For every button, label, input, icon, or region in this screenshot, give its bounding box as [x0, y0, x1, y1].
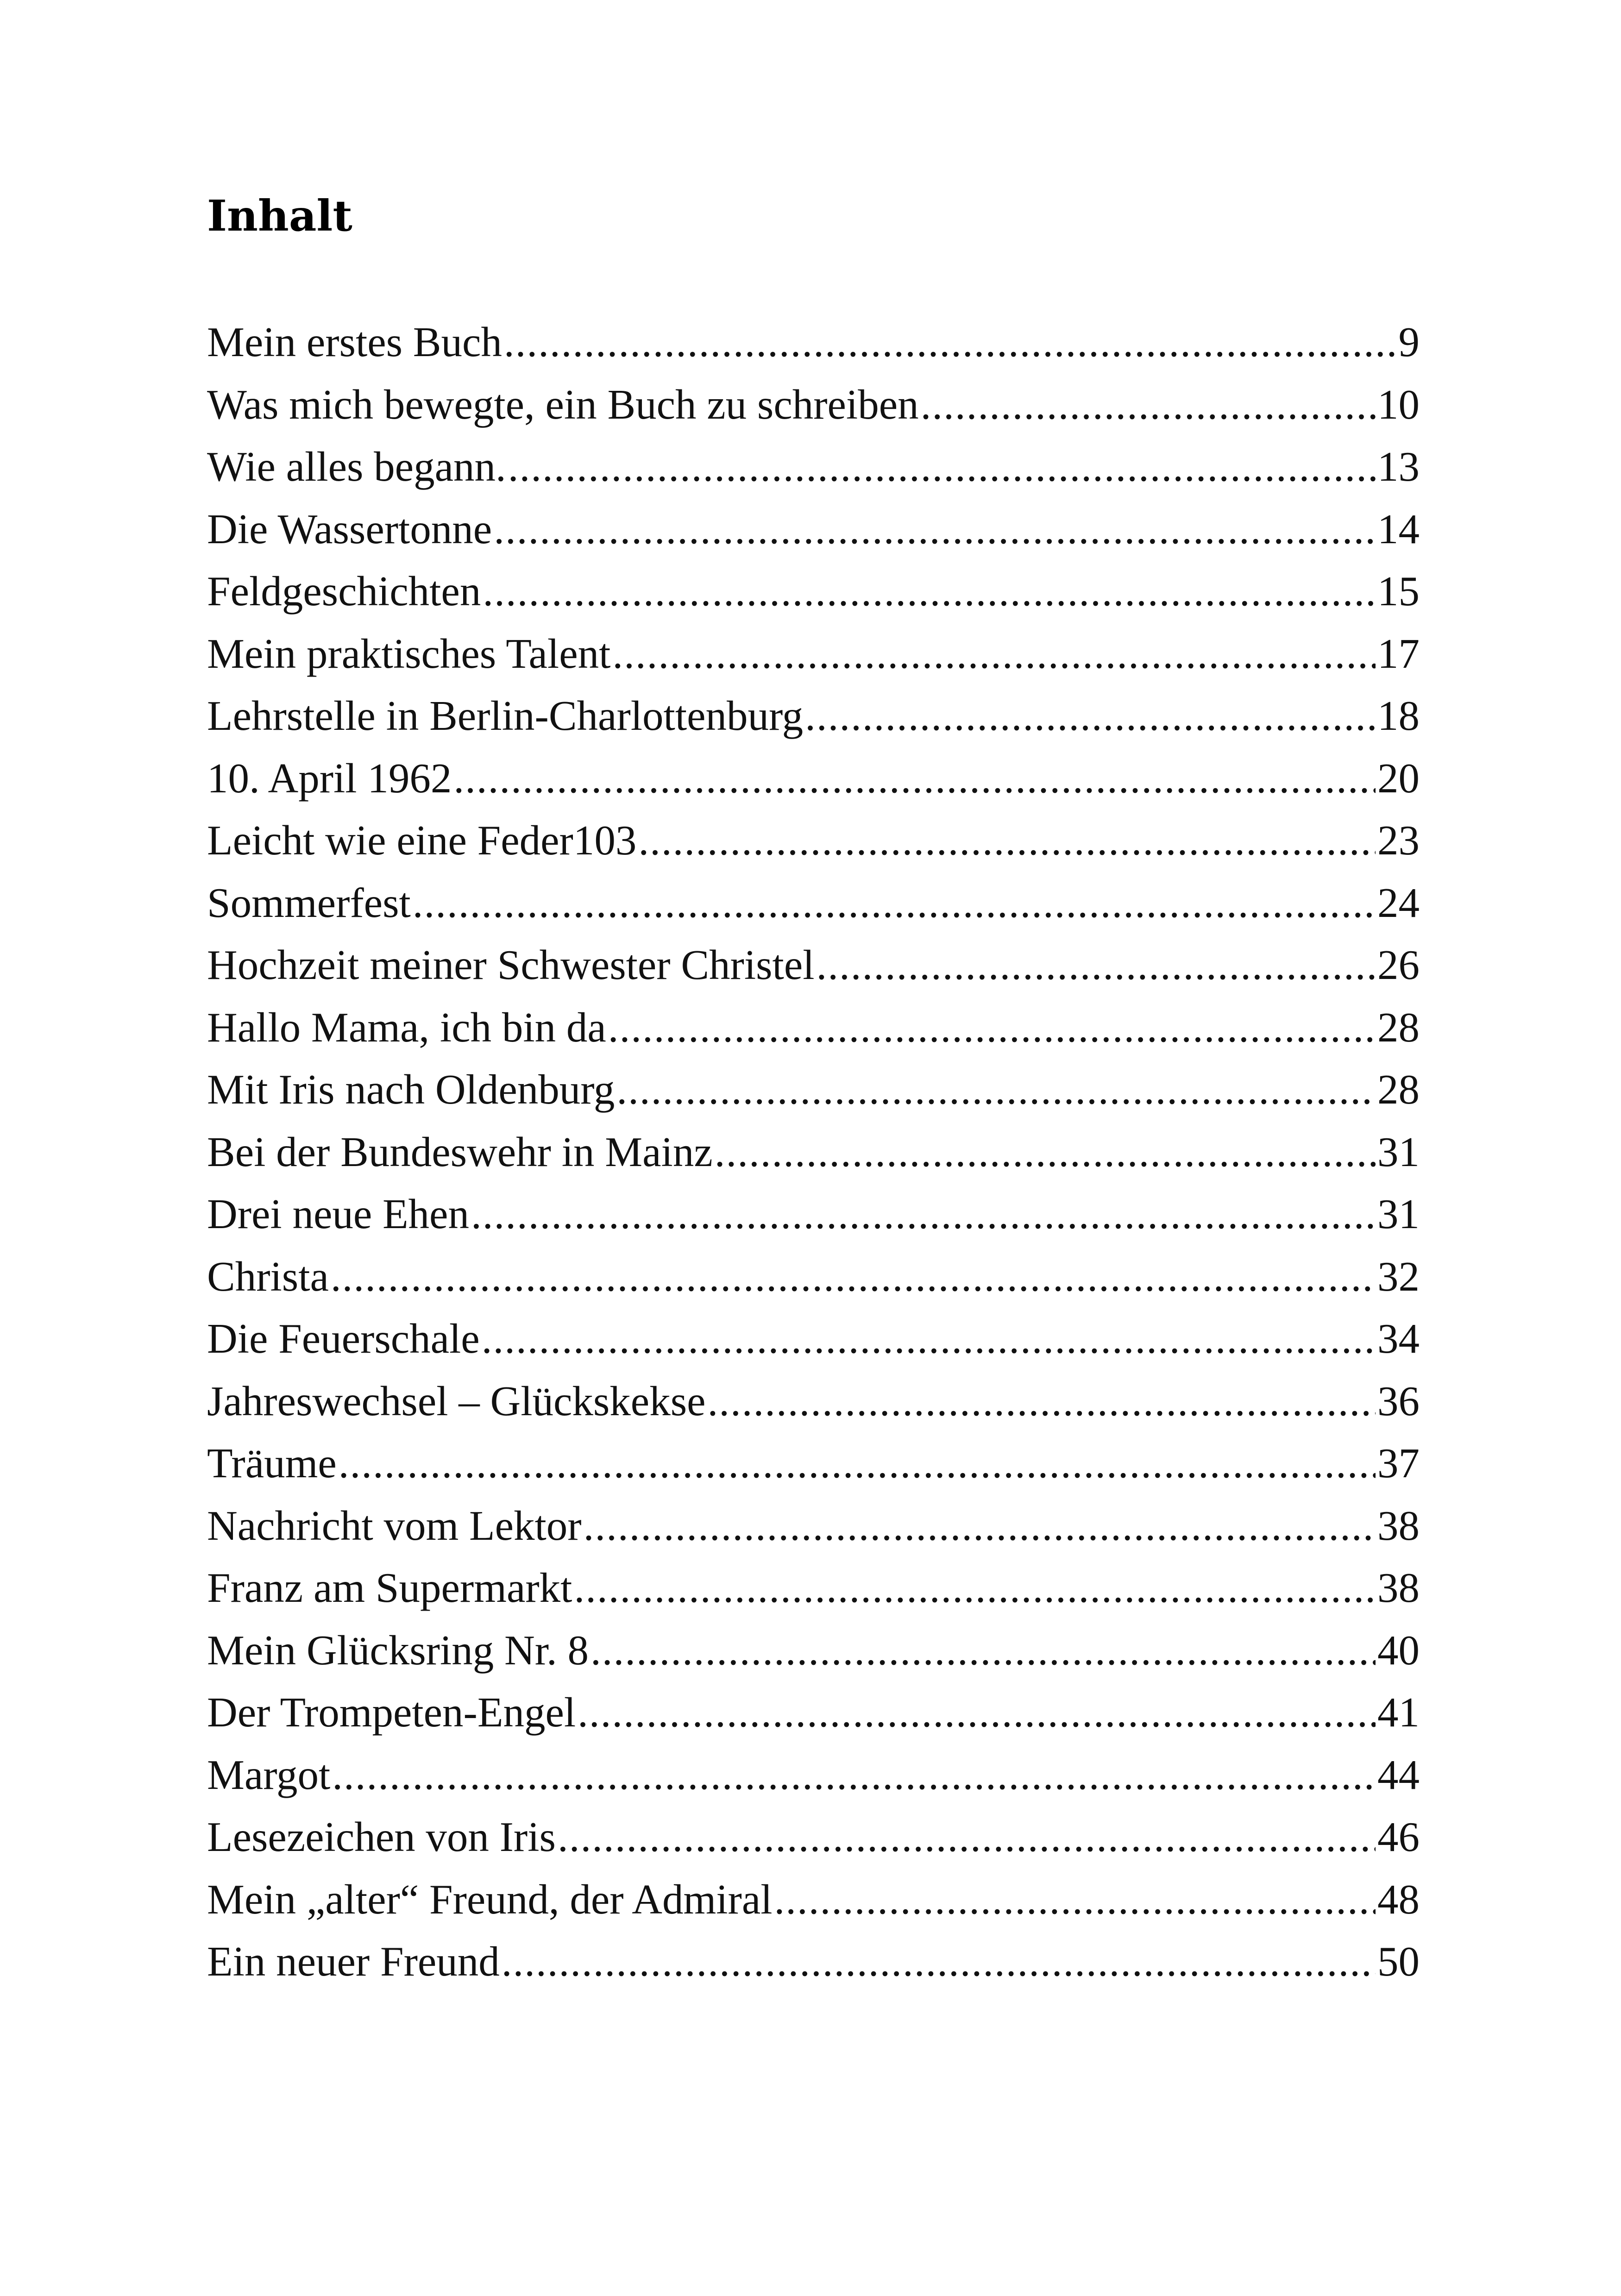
toc-entry-title: Hallo Mama, ich bin da	[207, 1004, 606, 1051]
toc-entry	[207, 1059, 1420, 1121]
toc-entry	[207, 747, 1420, 810]
toc-entry-page: 10	[1377, 381, 1420, 428]
toc-entry-title: Lesezeichen von Iris	[207, 1813, 556, 1860]
toc-dot-leader	[453, 747, 1376, 810]
toc-entry-page: 13	[1377, 443, 1420, 490]
toc-entry-page: 28	[1377, 1004, 1420, 1051]
toc-dot-leader	[574, 1557, 1376, 1619]
toc-entry-page: 31	[1377, 1191, 1420, 1237]
toc-entry-title: Die Wassertonne	[207, 505, 492, 552]
toc-dot-leader	[921, 374, 1376, 436]
toc-entry-title: Margot	[207, 1751, 331, 1798]
toc-entry-page: 18	[1377, 692, 1420, 739]
toc-entry	[207, 436, 1420, 498]
toc-entry	[207, 1495, 1420, 1557]
toc-dot-leader	[715, 1121, 1376, 1184]
toc-entry-title: Bei der Bundeswehr in Mainz	[207, 1128, 713, 1175]
toc-dot-leader	[471, 1183, 1376, 1246]
toc-dot-leader	[817, 934, 1376, 997]
toc-entry-title: Drei neue Ehen	[207, 1191, 469, 1237]
toc-entry	[207, 1121, 1420, 1184]
toc-entry-title: Mit Iris nach Oldenburg	[207, 1066, 615, 1113]
toc-entry-page: 9	[1398, 319, 1420, 365]
toc-dot-leader	[482, 1308, 1376, 1370]
toc-entry-page: 48	[1377, 1876, 1420, 1923]
toc-entry	[207, 809, 1420, 872]
toc-entry-title: Ein neuer Freund	[207, 1938, 500, 1985]
toc-entry-page: 32	[1377, 1253, 1420, 1300]
toc-dot-leader	[413, 872, 1376, 935]
toc-dot-leader	[638, 809, 1376, 872]
toc-entry	[207, 1308, 1420, 1370]
toc-entry-page: 14	[1377, 505, 1420, 552]
toc-entry	[207, 997, 1420, 1059]
toc-entry	[207, 1183, 1420, 1246]
toc-entry-title: Träume	[207, 1440, 337, 1487]
toc-entry-page: 38	[1377, 1502, 1420, 1549]
toc-dot-leader	[608, 997, 1376, 1059]
toc-dot-leader	[331, 1246, 1376, 1308]
toc-entry	[207, 1246, 1420, 1308]
toc-dot-leader	[504, 311, 1397, 374]
toc-entry	[207, 1744, 1420, 1807]
toc-entry-page: 36	[1377, 1377, 1420, 1424]
toc-dot-leader	[591, 1619, 1376, 1682]
toc-entry-page: 34	[1377, 1315, 1420, 1362]
toc-entry-page: 23	[1377, 817, 1420, 864]
toc-entry-title: Christa	[207, 1253, 329, 1300]
toc-entry	[207, 1806, 1420, 1869]
toc-entry-title: Feldgeschichten	[207, 568, 481, 615]
toc-entry-title: Was mich bewegte, ein Buch zu schreiben	[207, 381, 919, 428]
toc-dot-leader	[332, 1744, 1376, 1807]
toc-entry-title: Leicht wie eine Feder103	[207, 817, 637, 864]
toc-dot-leader	[805, 685, 1376, 747]
toc-entry-title: Der Trompeten-Engel	[207, 1689, 576, 1736]
toc-dot-leader	[578, 1681, 1376, 1744]
toc-entry	[207, 560, 1420, 623]
toc-entry	[207, 374, 1420, 436]
toc-entry	[207, 1557, 1420, 1619]
toc-entry-title: Die Feuerschale	[207, 1315, 480, 1362]
toc-entry	[207, 1681, 1420, 1744]
toc-dot-leader	[708, 1370, 1376, 1433]
toc-dot-leader	[502, 1931, 1376, 1993]
toc-entry-page: 31	[1377, 1128, 1420, 1175]
toc-entry-title: Mein erstes Buch	[207, 319, 502, 365]
toc-entry	[207, 498, 1420, 561]
toc-entry-page: 15	[1377, 568, 1420, 615]
toc-dot-leader	[558, 1806, 1376, 1869]
page-title: Inhalt	[207, 191, 352, 241]
toc-entry-page: 20	[1377, 754, 1420, 802]
toc-entry-page: 38	[1377, 1564, 1420, 1611]
toc-entry-page: 24	[1377, 879, 1420, 926]
toc-dot-leader	[339, 1432, 1376, 1495]
toc-entry-page: 50	[1377, 1938, 1420, 1985]
toc-entry	[207, 872, 1420, 935]
toc-entry-title: Mein Glücksring Nr. 8	[207, 1626, 589, 1674]
toc-entry	[207, 1619, 1420, 1682]
toc-entry	[207, 1869, 1420, 1931]
toc-entry-page: 26	[1377, 941, 1420, 988]
toc-dot-leader	[508, 436, 1376, 498]
toc-dot-leader	[483, 560, 1376, 623]
toc-entry-title: Mein „alter“ Freund, der Admiral	[207, 1876, 773, 1923]
toc-entry-title: Lehrstelle in Berlin-Charlottenburg	[207, 692, 804, 739]
toc-entry-title: Nachricht vom Lektor	[207, 1502, 582, 1549]
toc-entry-page: 17	[1377, 630, 1420, 677]
toc-entry-page: 28	[1377, 1066, 1420, 1113]
toc-entry	[207, 934, 1420, 997]
toc-dot-leader	[616, 1059, 1376, 1121]
toc-entry-page: 37	[1377, 1440, 1420, 1487]
toc-entry-title: Wie alles begann.	[207, 443, 506, 490]
toc-entry-title: Hochzeit meiner Schwester Christel	[207, 941, 815, 988]
table-of-contents	[207, 311, 1420, 1993]
toc-dot-leader	[584, 1495, 1376, 1557]
toc-entry-title: 10. April 1962	[207, 754, 452, 802]
toc-entry-title: Jahreswechsel – Glückskekse	[207, 1377, 706, 1424]
toc-entry	[207, 311, 1420, 374]
toc-entry-page: 41	[1377, 1689, 1420, 1736]
toc-entry	[207, 1370, 1420, 1433]
toc-entry-page: 40	[1377, 1626, 1420, 1674]
toc-entry-page: 44	[1377, 1751, 1420, 1798]
toc-entry	[207, 623, 1420, 685]
toc-entry-page: 46	[1377, 1813, 1420, 1860]
toc-entry	[207, 1432, 1420, 1495]
toc-dot-leader	[494, 498, 1376, 561]
toc-dot-leader	[774, 1869, 1376, 1931]
toc-entry	[207, 685, 1420, 747]
toc-entry	[207, 1931, 1420, 1993]
toc-entry-title: Mein praktisches Talent	[207, 630, 611, 677]
toc-dot-leader	[612, 623, 1376, 685]
toc-entry-title: Franz am Supermarkt	[207, 1564, 572, 1611]
toc-entry-title: Sommerfest	[207, 879, 411, 926]
